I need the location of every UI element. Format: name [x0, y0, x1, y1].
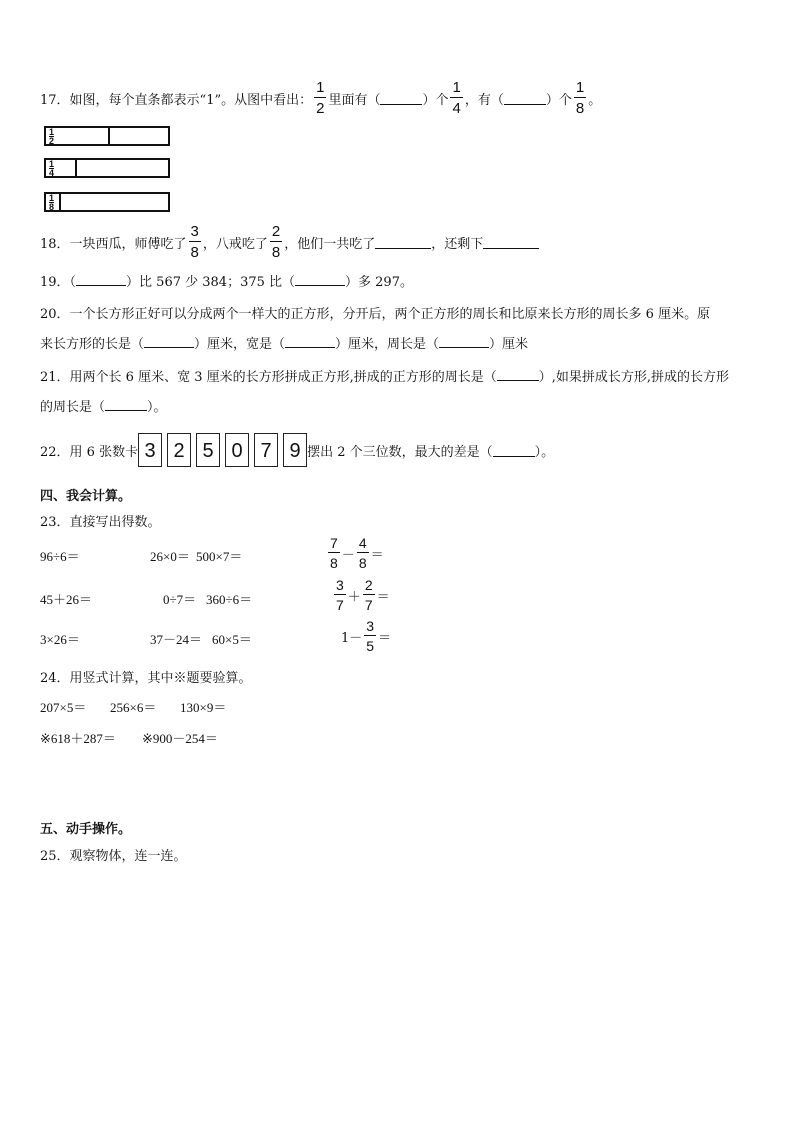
- q21-line2: 的周长是（ ）。: [40, 400, 167, 415]
- fraction-expression: $\frac{3}{7}$ ＋ $\frac{2}{7}$ ＝: [336, 577, 390, 613]
- q19-line: 19．（ ）比 567 少 384；375 比（ ）多 297。: [40, 275, 413, 290]
- q20-line1: 20．一个长方形正好可以分成两个一样大的正方形，分开后，两个正方形的周长和比原来长方形的周长多 6 厘米。原: [40, 307, 711, 322]
- section-heading-5: 五、动手操作。: [40, 822, 132, 837]
- fraction-one-half: $\frac{1}{2}$: [316, 79, 325, 117]
- calc-item: 45＋26＝: [40, 592, 93, 607]
- answer-blank[interactable]: [504, 92, 546, 105]
- q25-title: 25．观察物体，连一连。: [40, 849, 187, 864]
- fraction-one-quarter: $\frac{1}{4}$: [452, 79, 461, 117]
- answer-blank[interactable]: [375, 236, 431, 249]
- answer-blank[interactable]: [483, 236, 539, 249]
- calc-item: 96÷6＝: [40, 549, 80, 564]
- calc-item: 3×26＝: [40, 632, 80, 647]
- answer-blank[interactable]: [380, 92, 422, 105]
- q20-line2: 来长方形的长是（ ）厘米，宽是（ ）厘米，周长是（ ）厘米: [40, 337, 529, 352]
- section-heading-4: 四、我会计算。: [40, 489, 132, 504]
- number-cards: [138, 433, 307, 467]
- q23-title: 23．直接写出得数。: [40, 515, 161, 530]
- answer-blank[interactable]: [144, 335, 194, 348]
- fraction-bar-eighths: [44, 192, 170, 212]
- answer-blank[interactable]: [439, 335, 489, 348]
- answer-blank[interactable]: [497, 368, 539, 381]
- calc-item: 26×0＝: [150, 549, 190, 564]
- calc-item: 256×6＝: [110, 700, 157, 715]
- fraction-bar-halves: [44, 126, 170, 146]
- calc-item: ※900－254＝: [142, 731, 218, 746]
- number-card: 3: [138, 433, 162, 467]
- calc-item: 500×7＝: [196, 549, 243, 564]
- answer-blank[interactable]: [285, 335, 335, 348]
- fraction-one-eighth: $\frac{1}{8}$: [575, 79, 585, 117]
- q17-line: 17．如图，每个直条都表示“1”。从图中看出： $\frac{1}{2}$ 里面有（ ）个 $\frac{1}{4}$ ，有（ ）个 $\frac{1}{8}$ 。: [40, 79, 602, 117]
- calc-item: 130×9＝: [180, 700, 227, 715]
- fraction: $\frac{3}{8}$: [190, 223, 199, 261]
- answer-blank[interactable]: [493, 444, 535, 457]
- number-card: 5: [196, 433, 220, 467]
- calc-item: 207×5＝: [40, 700, 87, 715]
- calc-item: 37－24＝: [150, 632, 203, 647]
- fraction: $\frac{2}{8}$: [271, 223, 281, 261]
- calc-item: 60×5＝: [212, 632, 252, 647]
- answer-blank[interactable]: [105, 398, 147, 411]
- answer-blank[interactable]: [76, 273, 126, 286]
- q24-title: 24．用竖式计算，其中※题要验算。: [40, 671, 252, 686]
- q21-line1: 21．用两个长 6 厘米、宽 3 厘米的长方形拼成正方形,拼成的正方形的周长是（ ）,如果拼成长方形,拼成的长方形: [40, 370, 730, 385]
- calc-item: 0÷7＝: [163, 592, 197, 607]
- answer-blank[interactable]: [295, 273, 345, 286]
- calc-item: 360÷6＝: [206, 592, 253, 607]
- number-card: 0: [225, 433, 249, 467]
- fraction-expression: $\frac{7}{8}$ － $\frac{4}{8}$ ＝: [330, 535, 384, 571]
- q18-line: 18．一块西瓜，师傅吃了 $\frac{3}{8}$ ，八戒吃了 $\frac{2}{8}$ ，他们一共吃了 ，还剩下: [40, 224, 539, 260]
- number-card: 7: [254, 433, 278, 467]
- q22-line: 22．用 6 张数卡 3 2 5 0 7 9 摆出 2 个三位数，最大的差是（ ）。: [40, 430, 554, 470]
- number-card: 9: [283, 433, 307, 467]
- number-card: 2: [167, 433, 191, 467]
- fraction-bar-quarters: [44, 158, 170, 178]
- bar-label: 1 2: [49, 127, 55, 146]
- q17-prefix: 17．如图，每个直条都表示“1”。从图中看出：: [40, 92, 313, 108]
- bar-label: 1 8: [49, 193, 55, 212]
- fraction-expression: 1－ $\frac{3}{5}$ ＝: [341, 618, 392, 654]
- calc-item: ※618＋287＝: [40, 731, 116, 746]
- bar-label: 1 4: [49, 159, 55, 178]
